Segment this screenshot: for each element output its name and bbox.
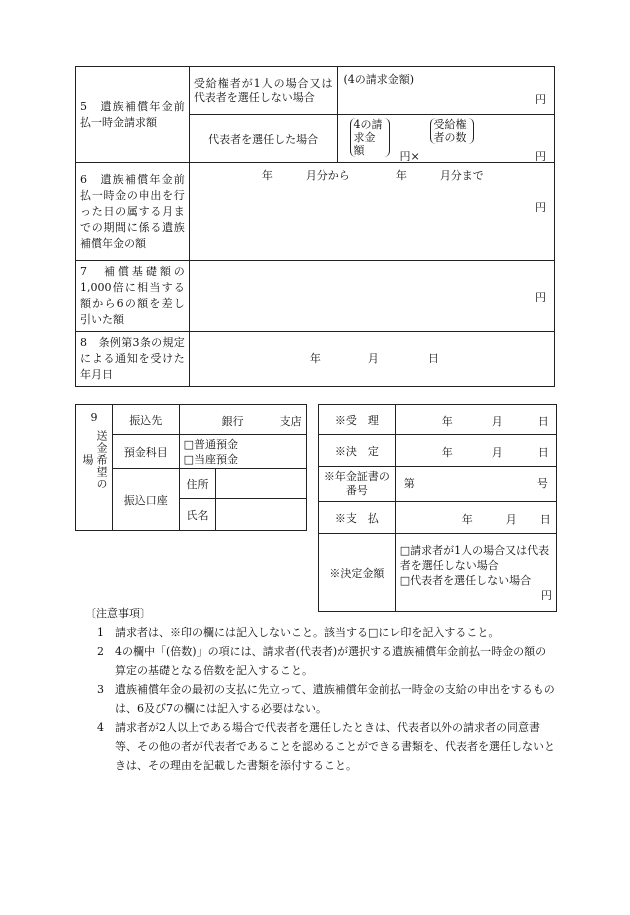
box-recipient-count: 受給権者の数 [430,118,474,144]
notes-section [85,604,555,775]
row6-from: 月分から [305,169,350,182]
main-table [75,66,555,387]
decision-label: ※決 定 [319,435,396,467]
date-year: 年 [441,415,453,428]
row5-amount-cell-1[interactable] [337,67,555,115]
dest-label: 振込先 [112,405,179,435]
yen-label: 円 [535,150,546,163]
receipt-date[interactable] [395,405,556,435]
dai-label: 第 [403,477,415,490]
date-day: 日 [537,415,549,428]
date-day: 日 [537,446,549,459]
bank-section-label [76,405,113,531]
row8-day: 日 [427,352,439,365]
yen-label: 円 [535,291,546,304]
opt2-checkbox[interactable]: □代表者を選任しない場合 [399,573,532,587]
go-label: 号 [537,477,548,490]
address-label: 住所 [179,469,216,499]
bank-vertical-label: 送金希望の場 [80,430,108,490]
row6-to: 月分まで [439,169,484,182]
row8-label: 8 条例第3条の規定による通知を受けた年月日 [76,332,190,387]
amount-label: ※決定金額 [319,534,396,612]
row6-year-1: 年 [261,169,273,182]
date-month: 月 [491,446,503,459]
times-label: 円× [399,150,420,163]
row5-label: 5 遺族補償年金前払一時金請求額 [76,67,190,163]
row7-label: 7 補償基礎額の1,000倍に相当する額から6の額を差し引いた額 [76,261,190,332]
date-year: 年 [441,446,453,459]
bank-suffix: 銀行 [221,415,244,428]
yen-label: 円 [541,588,552,602]
type-value[interactable] [179,435,306,469]
opt1-checkbox[interactable]: □請求者が1人の場合又は代表者を選任しない場合 [399,543,550,572]
office-table [318,404,557,612]
date-month: 月 [505,513,517,526]
row8-month: 月 [367,352,379,365]
futsu-checkbox[interactable]: □普通預金 [183,437,239,451]
dest-value[interactable] [179,405,306,435]
address-input[interactable] [216,469,307,499]
date-year: 年 [461,513,473,526]
amount-value[interactable] [395,534,556,612]
branch-suffix: 支店 [279,415,302,428]
date-day: 日 [539,513,551,526]
row8-year: 年 [309,352,321,365]
account-label: 振込口座 [112,469,179,531]
pension-no-value[interactable] [395,467,556,502]
row8-value[interactable] [189,332,554,387]
note-item: 1 請求者は、※印の欄には記入しないこと。該当する□にレ印を記入すること。 [97,626,500,639]
yen-label: 円 [535,93,546,106]
row5-sub1: 受給権者が1人の場合又は代表者を選任しない場合 [189,67,337,115]
row6-year-2: 年 [395,169,407,182]
receipt-label: ※受 理 [319,405,396,435]
row6-label: 6 遺族補償年金前払一時金の申出を行った日の属する月までの期間に係る遺族補償年金の額 [76,163,190,261]
row5-amount-cell-2[interactable] [337,115,555,163]
note-item: 2 4の欄中「(倍数)」の項には、請求者(代表者)が選択する遺族補償年金前払一時金の額の算定の基礎となる倍数を記入すること。 [97,645,547,677]
name-label: 氏名 [179,499,216,531]
note-item: 4 請求者が2人以上である場合で代表者を選任したときは、代表者以外の請求者の同意書等、その他の者が代表者であることを認めることができる書類を、代表者を選任しないときは、その理由を記載した書類を添付すること。 [97,721,555,772]
type-label: 預金科目 [112,435,179,469]
bank-table [75,404,307,531]
decision-date[interactable] [395,435,556,467]
row7-value[interactable] [189,261,554,332]
pension-no-label: ※年金証書の番号 [319,467,396,502]
name-input[interactable] [216,499,307,531]
row5-sub2: 代表者を選任した場合 [189,115,337,163]
row6-value[interactable] [189,163,554,261]
note-item: 3 遺族補償年金の最初の支払に先立って、遺族補償年金前払一時金の支給の申出をするものは、6及び7の欄には記入する必要はない。 [97,683,555,715]
row5-sub1-note: (4の請求金額) [343,73,415,86]
payment-date[interactable] [395,502,556,534]
bank-number: 9 [90,411,98,424]
notes-heading: 〔注意事項〕 [85,607,151,620]
toza-checkbox[interactable]: □当座預金 [183,452,239,466]
box-claim-amount: 4の請求金額 [350,118,390,157]
yen-label: 円 [535,201,546,214]
date-month: 月 [491,415,503,428]
payment-label: ※支 払 [319,502,396,534]
